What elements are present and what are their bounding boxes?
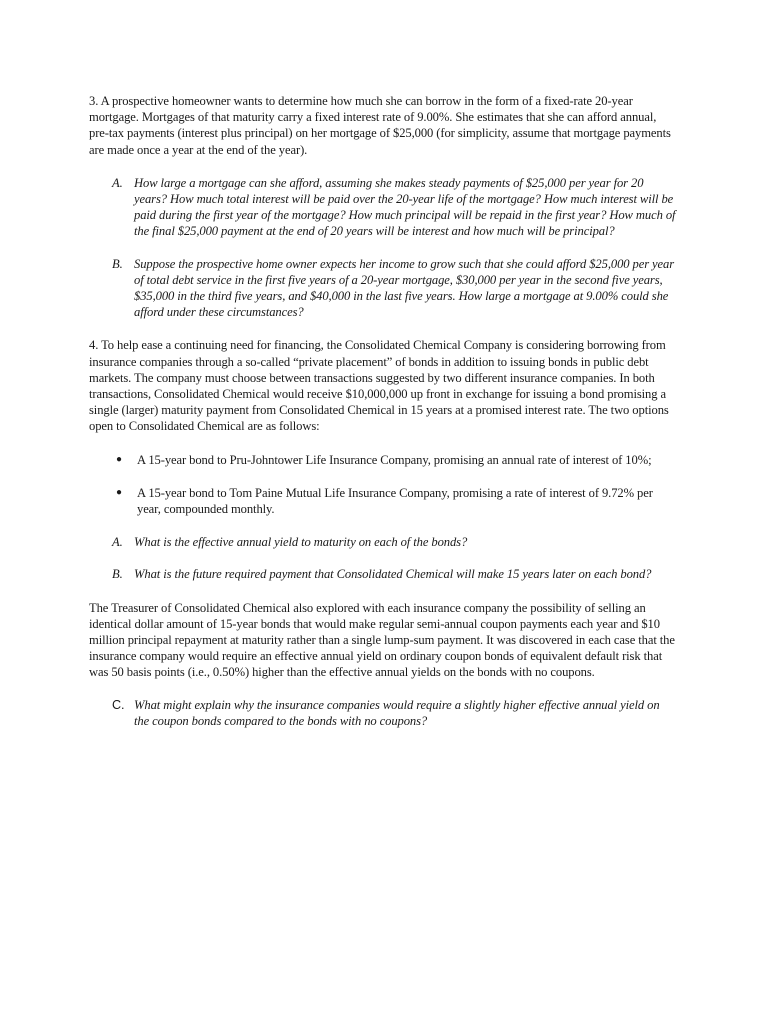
question-letter: A.: [112, 175, 123, 190]
problem-4-intro: 4. To help ease a continuing need for financing, the Consolidated Chemical Company is considering borrowing from insurance companies through a so-called “private placement” of bonds in addition to issuing bonds in public debt markets. The company must choose between transactions suggested by two different insurance companies. In both transactions, Consolidated Chemical would receive $10,000,000 up front in exchange for issuing a bond promising a single (larger) maturity payment from Consolidated Chemical in 15 years at a promised interest rate. The two options open to Consolidated Chemical are as follows:: [89, 338, 669, 434]
problem-4-question-b: [89, 566, 677, 582]
question-letter: B.: [112, 567, 123, 582]
problem-4-question-a: [89, 534, 677, 550]
question-text: What might explain why the insurance companies would require a slightly higher effective annual yield on the coupon bonds compared to the bonds with no coupons?: [134, 697, 660, 728]
bullet-icon: ●: [116, 453, 122, 465]
question-letter: B.: [112, 256, 123, 271]
problem-3-question-a: [89, 175, 677, 240]
bullet-item: [89, 485, 677, 517]
bullet-icon: ●: [116, 486, 122, 498]
question-text: How large a mortgage can she afford, assuming she makes steady payments of $25,000 per year for 20 years? How much total interest will be paid over the 20-year life of the mortgage? How much interest will be paid during the first year of the mortgage? How much principal will be repaid in the first year? How much of the final $25,000 payment at the end of 20 years will be interest and how much will be principal?: [134, 175, 676, 239]
problem-3-intro: 3. A prospective homeowner wants to determine how much she can borrow in the form of a fixed-rate 20-year mortgage. Mortgages of that maturity carry a fixed interest rate of 9.00%. She estimates that she can afford annual, pre-tax payments (interest plus principal) on her mortgage of $25,000 (for simplicity, assume that mortgage payments are made once a year at the end of the year).: [89, 94, 671, 157]
bullet-item: [89, 452, 677, 468]
problem-3-question-b: [89, 256, 677, 321]
question-letter: A.: [112, 535, 123, 550]
question-text: What is the effective annual yield to maturity on each of the bonds?: [134, 535, 468, 550]
question-letter: C.: [112, 697, 125, 712]
question-text: Suppose the prospective home owner expects her income to grow such that she could afford $25,000 per year of total debt service in the first five years of a 20-year mortgage, $30,000 per year in the second five years, $35,000 in the third five years, and $40,000 in the last five years. How large a mortgage at 9.00% could she afford under these circumstances?: [134, 256, 675, 320]
document-page: [89, 93, 677, 729]
treasurer-paragraph: The Treasurer of Consolidated Chemical also explored with each insurance company the possibility of selling an identical dollar amount of 15-year bonds that would make regular semi-annual coupon payments each year and $10 million principal repayment at maturity rather than a single lump-sum payment. It was discovered in each case that the insurance company would require an effective annual yield on ordinary coupon bonds of equivalent default risk that was 50 basis points (i.e., 0.50%) higher than the effective annual yields on the bonds with no coupons.: [89, 600, 675, 680]
problem-4-question-c: [89, 697, 677, 729]
bullet-text: A 15-year bond to Pru-Johntower Life Insurance Company, promising an annual rate of interest of 10%;: [137, 452, 652, 467]
bullet-text: A 15-year bond to Tom Paine Mutual Life Insurance Company, promising a rate of interest of 9.72% per year, compounded monthly.: [137, 485, 653, 517]
question-text: What is the future required payment that Consolidated Chemical will make 15 years later on each bond?: [134, 567, 652, 582]
